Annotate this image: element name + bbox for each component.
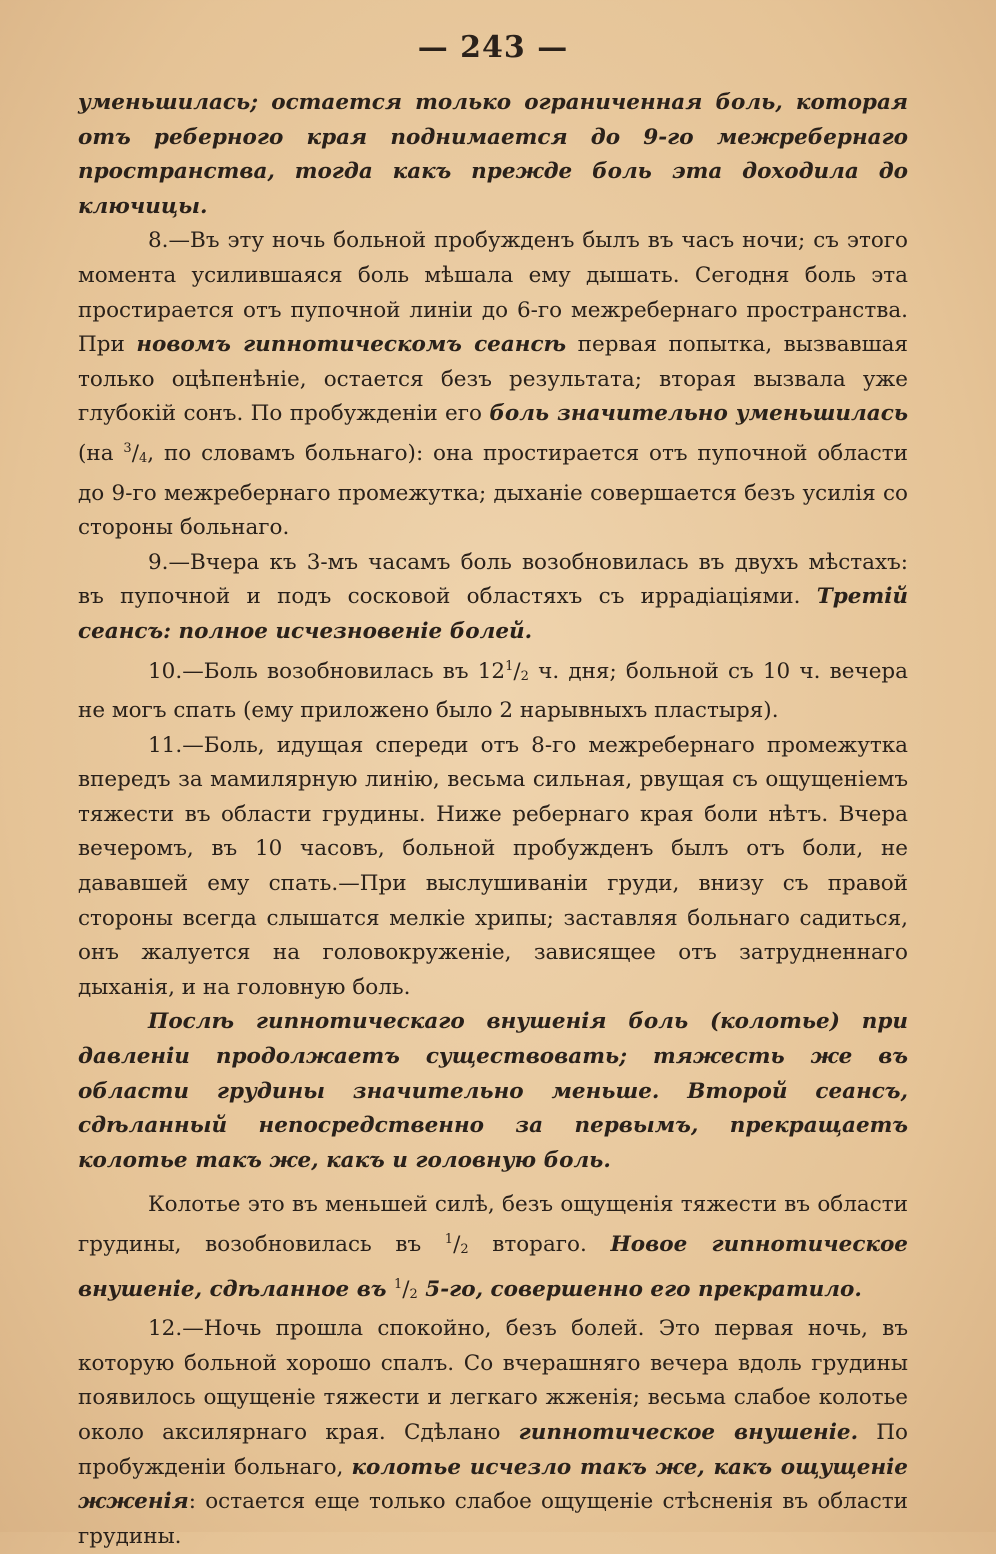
italic-emphasis: уменьшилась; остается только ограниченная боль, которая отъ реберного края поднимается до 9-го межребернаго пространства, тогда какъ прежде боль эта доходила до ключицы. bbox=[78, 90, 908, 219]
italic-emphasis: боль значительно уменьшилась bbox=[489, 401, 909, 427]
fraction-slash: / bbox=[453, 1232, 461, 1257]
fraction-slash: / bbox=[131, 440, 139, 466]
text-run: первая попытка, вызвавшая только оцѣпенѣніе, остается безъ результата; вторая вызвала уже глубокій сонъ. По пробужденіи его bbox=[78, 332, 908, 427]
text-run: втораго. bbox=[468, 1232, 611, 1257]
text-run: 12.—Ночь прошла спокойно, безъ болей. Это первая ночь, въ которую больной хорошо спалъ. Со вчерашняго вечера вдоль грудины появилось ощущеніе тяжести и легкаго жженія; весьма слабое колотье около аксилярнаго края. Сдѣлано bbox=[78, 1316, 908, 1445]
fraction-denominator: 4 bbox=[138, 450, 148, 466]
fraction-denominator: 2 bbox=[460, 1242, 469, 1257]
text-run: : остается еще только слабое ощущеніе стѣсненія въ области грудины. bbox=[78, 1489, 908, 1549]
italic-emphasis: Новое гипнотическое внушеніе, сдѣланное въ bbox=[78, 1232, 908, 1302]
paragraph-entry-10 bbox=[78, 650, 908, 729]
italic-emphasis: гипнотическое внушеніе. bbox=[518, 1419, 859, 1445]
italic-emphasis: Послѣ гипнотическаго внушенія боль (колотье) при давленіи продолжаетъ существовать; тяжесть же въ области грудины значительно меньше. Второй сеансъ, сдѣланный непосредственно за первымъ, прекращаетъ колотье такъ же, какъ и головную боль. bbox=[78, 1009, 908, 1173]
italic-emphasis: 5-го, совершенно его прекратило. bbox=[417, 1276, 862, 1302]
text-run: По пробужденіи больнаго, bbox=[78, 1419, 908, 1480]
text-run: 8.—Въ эту ночь больной пробужденъ былъ въ часъ ночи; съ этого момента усилившаяся боль мѣшала ему дышать. Сегодня боль эта простирается отъ пупочной линіи до 6-го межребернаго пространства. При bbox=[78, 228, 908, 358]
fraction-slash: / bbox=[513, 658, 521, 684]
fraction-numerator: 3 bbox=[123, 440, 132, 456]
fraction-numerator: 1 bbox=[393, 1276, 403, 1292]
text-run: 11.—Боль, идущая спереди отъ 8-го межребернаго промежутка впередъ за мамилярную линію, весьма сильная, рвущая съ ощущеніемъ тяжести въ области грудины. Ниже ребернаго края боли нѣтъ. Вчера вечеромъ, въ 10 часовъ, больной пробужденъ былъ отъ боли, не дававшей ему спать.—При выслушиваніи груди, внизу съ правой стороны всегда слышатся мелкіе хрипы; заставляя больнаго садиться, онъ жалуется на головокруженіе, зависящее отъ затрудненнаго дыханія, и на головную боль. bbox=[78, 732, 908, 1000]
paragraph-italic-note bbox=[78, 1005, 908, 1178]
paragraph-entry-12 bbox=[78, 1312, 908, 1554]
italic-emphasis: новомъ гипнотическомъ сеансѣ bbox=[136, 332, 567, 358]
fraction-slash: / bbox=[402, 1276, 410, 1302]
fraction-denominator: 2 bbox=[520, 668, 529, 684]
fraction-numerator: 1 bbox=[505, 658, 514, 674]
paragraph-entry-9 bbox=[78, 546, 908, 650]
text-run: 10.—Боль возобновилась въ 12 bbox=[148, 658, 506, 684]
paragraph-continuation bbox=[78, 86, 908, 224]
paragraph-entry-11 bbox=[78, 729, 908, 1006]
paragraph-entry-8 bbox=[78, 224, 908, 545]
page-number: — 243 — bbox=[417, 30, 569, 65]
text-run: , по словамъ больнаго): она простирается отъ пупочной области до 9-го межребернаго промежутка; дыханіе совершается безъ усилія со стороны больнаго. bbox=[78, 440, 908, 541]
text-run: 9.—Вчера къ 3-мъ часамъ боль возобновилась въ двухъ мѣстахъ: въ пупочной и подъ сосковой областяхъ съ иррадіаціями. bbox=[78, 549, 908, 610]
text-run: ч. дня; больной съ 10 ч. вечера не могъ спать (ему приложено было 2 нарывныхъ пластыря). bbox=[78, 658, 908, 724]
paragraph-gap bbox=[78, 1178, 908, 1188]
text-run: (на bbox=[78, 440, 124, 466]
italic-emphasis: Третій сеансъ: полное исчезновеніе болей. bbox=[78, 584, 908, 644]
fraction-denominator: 2 bbox=[409, 1286, 418, 1302]
paragraph-recurrence bbox=[78, 1188, 908, 1312]
text-run: Колотье это въ меньшей силѣ, безъ ощущенія тяжести въ области грудины, возобновилась въ bbox=[78, 1192, 908, 1257]
fraction-numerator: 1 bbox=[444, 1232, 454, 1247]
italic-emphasis: колотье исчезло такъ же, какъ ощущеніе жженія bbox=[78, 1454, 908, 1515]
